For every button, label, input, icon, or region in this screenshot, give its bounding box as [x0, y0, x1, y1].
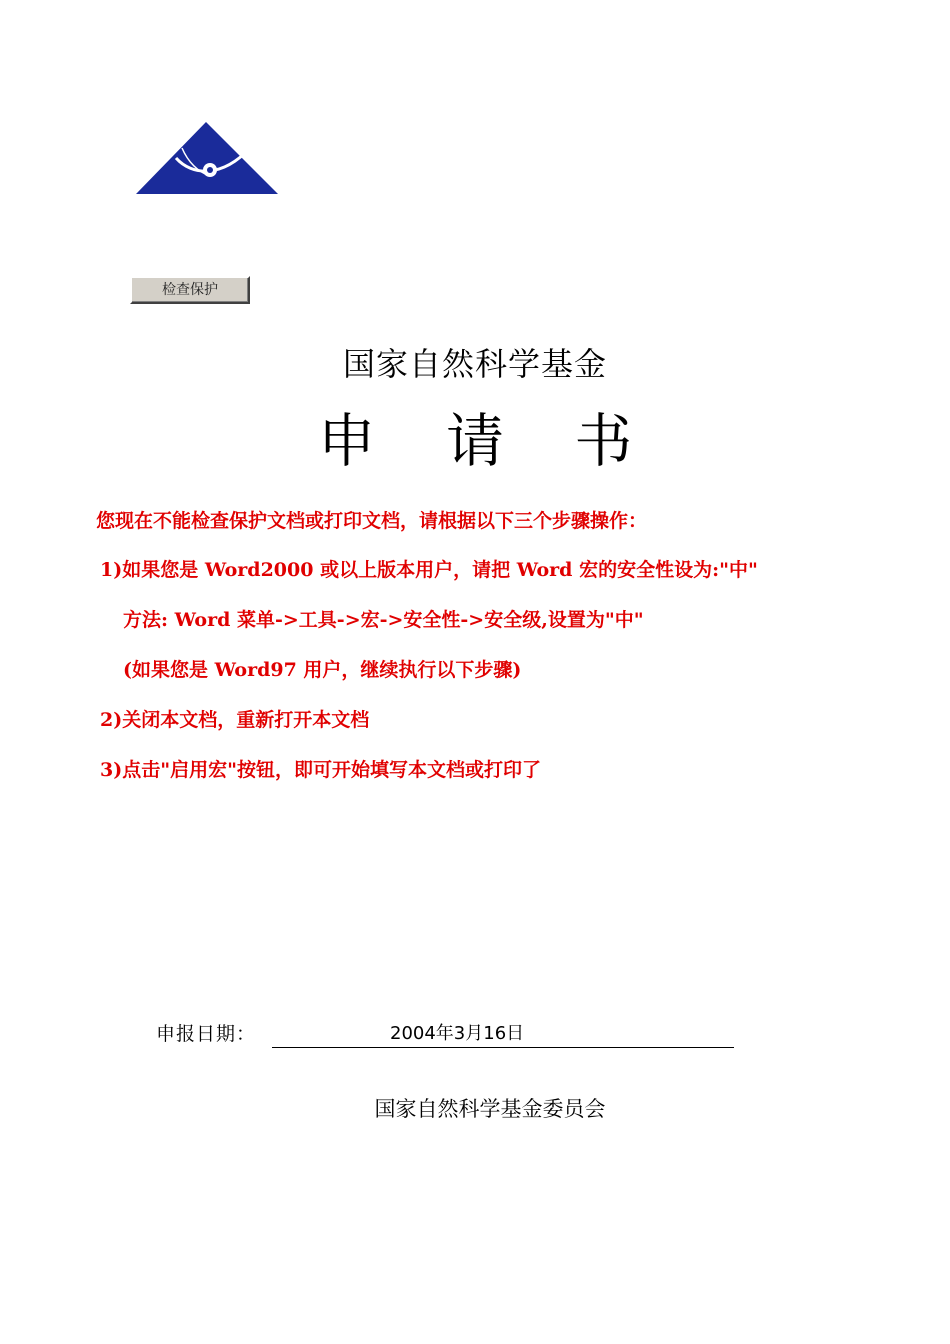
check-protection-button[interactable]: 检查保护 [130, 276, 250, 304]
notice-step-1: 1)如果您是 Word2000 或以上版本用户，请把 Word 宏的安全性设为:"中" [100, 559, 758, 581]
date-value: 2004年3月16日 [390, 1023, 525, 1044]
application-title: 申 请 书 [317, 407, 659, 475]
logo-triangle [136, 122, 278, 194]
nsfc-logo-icon [132, 118, 282, 198]
date-field[interactable] [272, 1020, 734, 1048]
notice-step-3: 3)点击"启用宏"按钮，即可开始填写本文档或打印了 [100, 759, 542, 781]
notice-method: 方法: Word 菜单->工具->宏->安全性->安全级,设置为"中" [123, 609, 644, 631]
page-title: 国家自然科学基金 [342, 345, 607, 383]
notice-intro: 您现在不能检查保护文档或打印文档，请根据以下三个步骤操作： [96, 510, 648, 532]
committee-name: 国家自然科学基金委员会 [374, 1097, 606, 1121]
date-label: 申报日期： [156, 1023, 257, 1045]
notice-step-2: 2)关闭本文档，重新打开本文档 [100, 709, 370, 731]
notice-word97: (如果您是 Word97 用户，继续执行以下步骤) [123, 659, 522, 681]
